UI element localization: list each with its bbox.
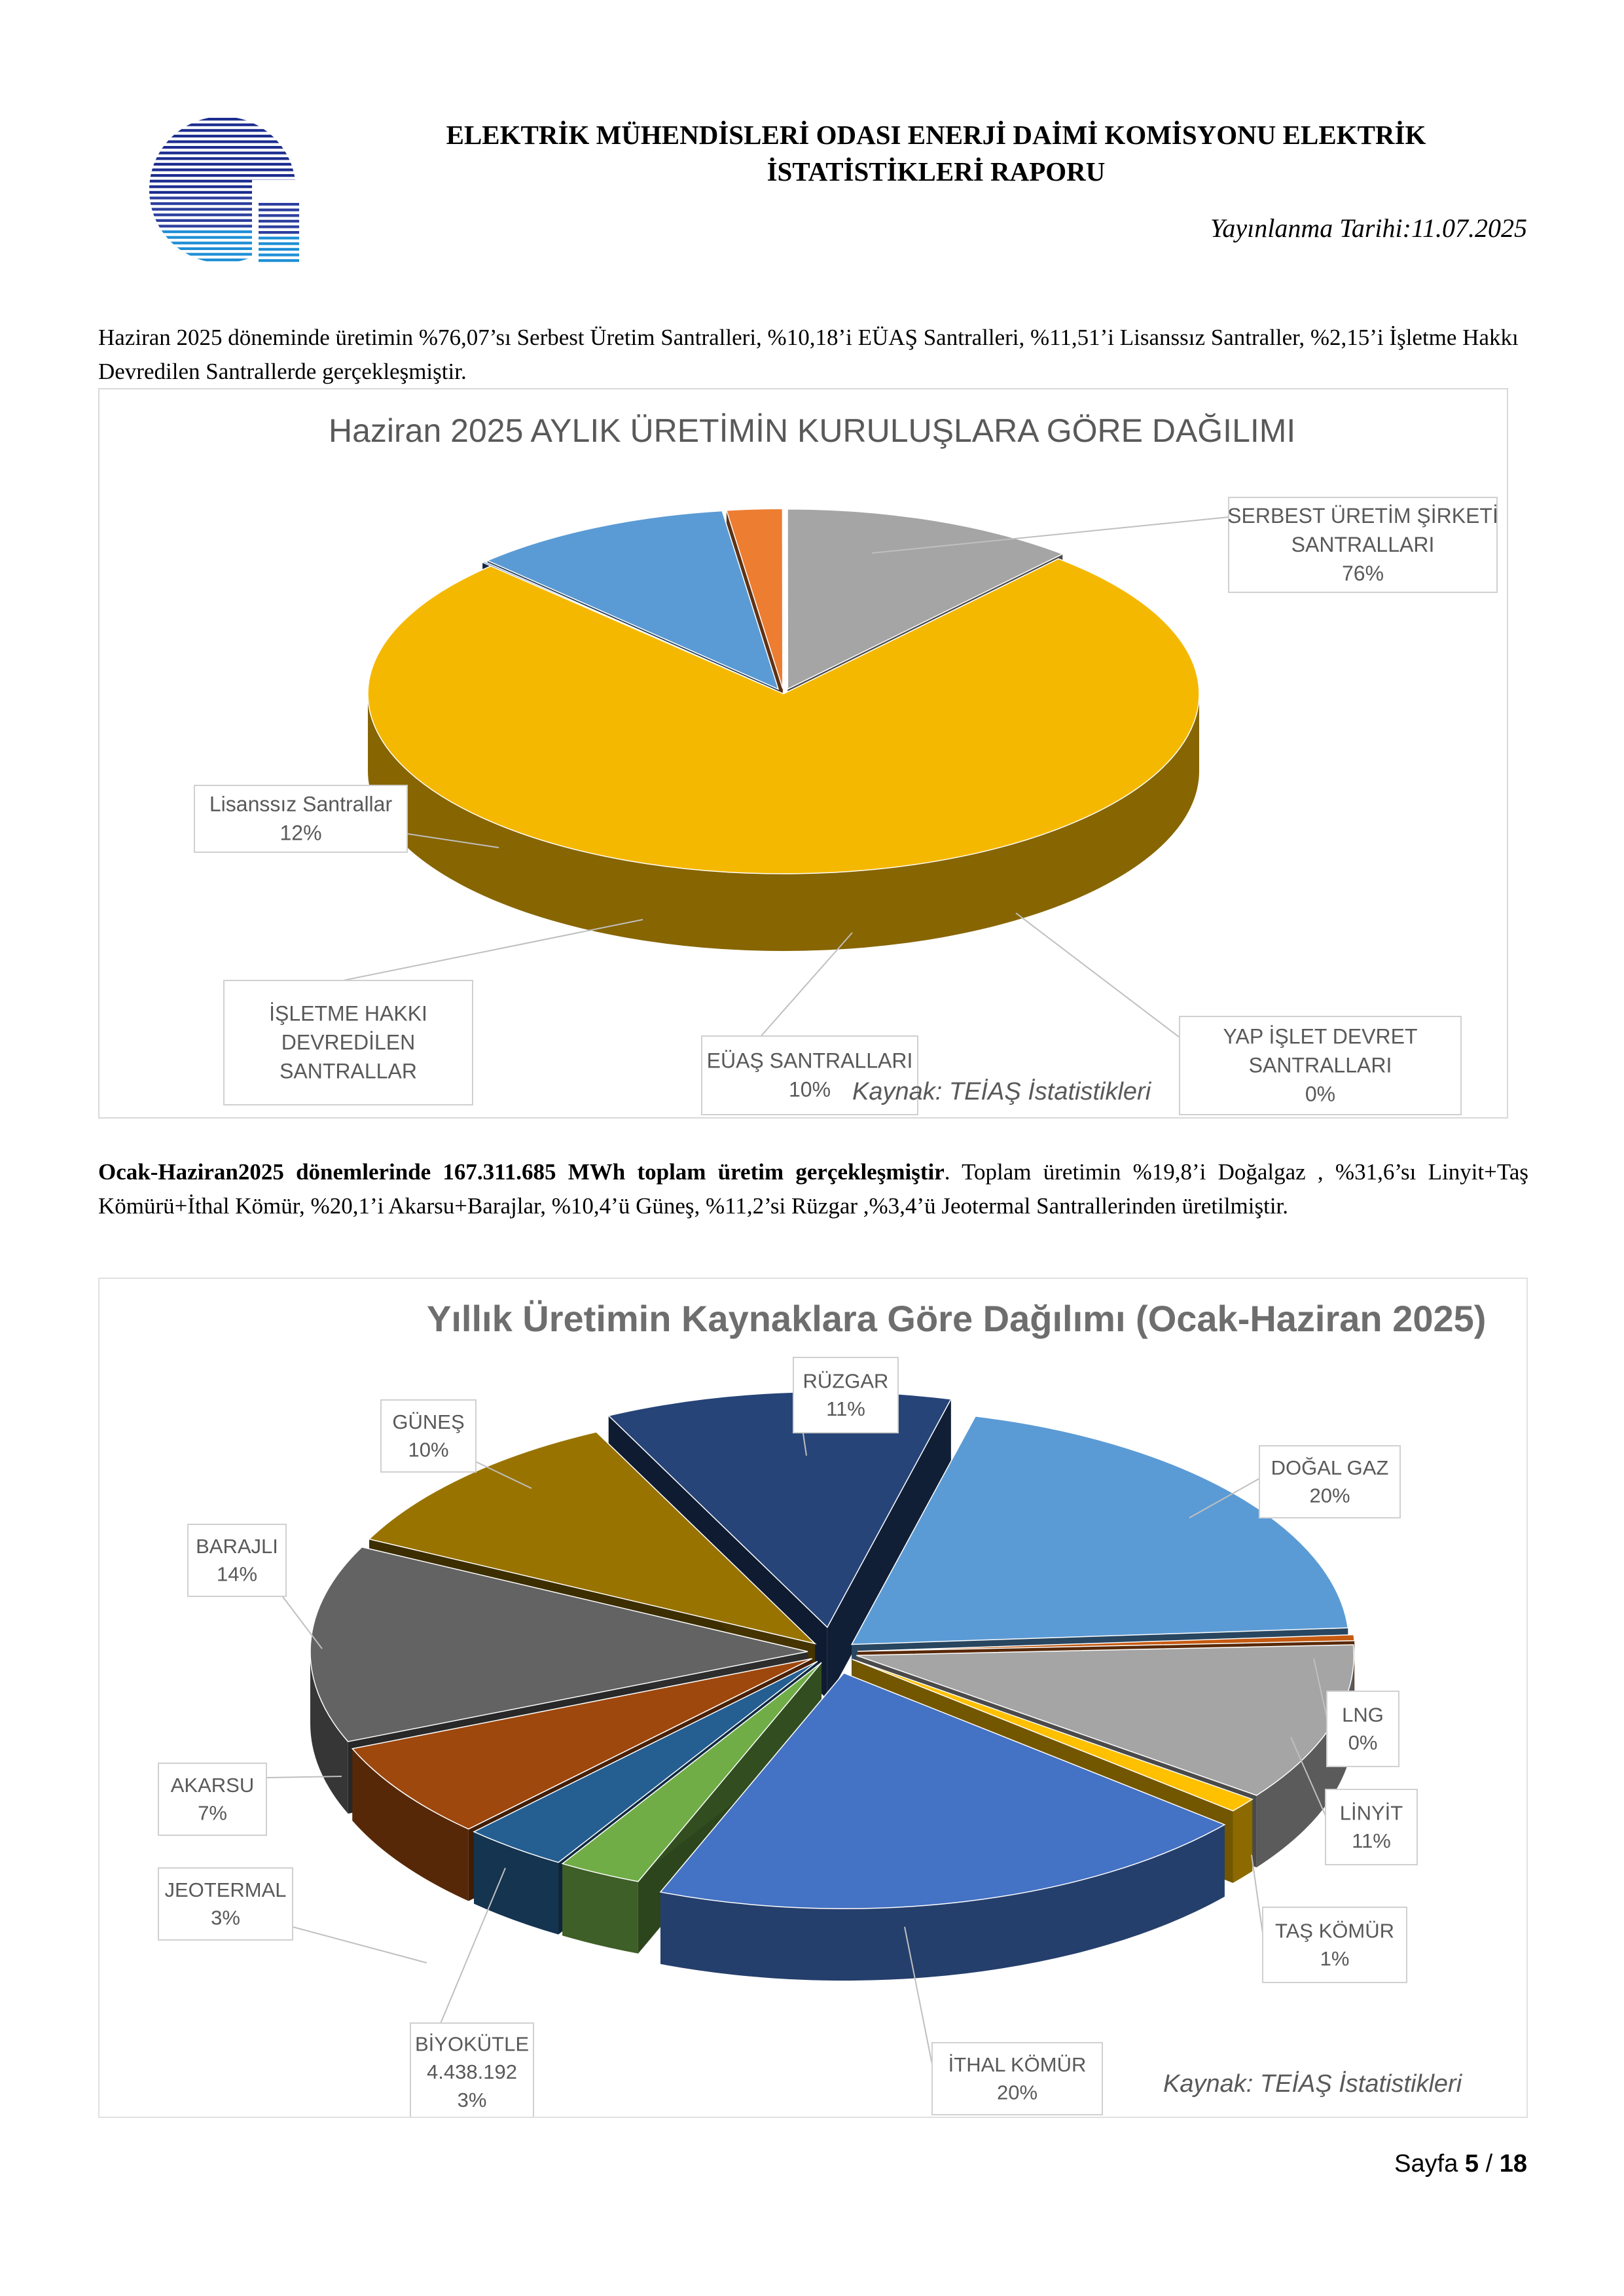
label-box: [793, 1357, 898, 1433]
logo-stripe: [259, 242, 299, 245]
label-text: Lisanssız Santrallar: [209, 792, 393, 816]
summary-text: . Toplam üretimin %19,8’i Doğalgaz , %31,6’sı Linyit+Taş Kömürü+İthal Kömür, %20,1’i Akarsu+Barajlar, %10,4’ü Güneş, %11,2’si Rüzgar ,%3,4’ü Jeotermal Santrallerinden üretilmiştir.: [98, 1159, 1528, 1219]
slice-label: [158, 1868, 427, 1963]
label-text: 10%: [788, 1077, 831, 1102]
label-text: 12%: [280, 821, 322, 845]
label-text: İŞLETME HAKKI: [269, 1001, 427, 1026]
logo-stripe: [259, 253, 299, 256]
chart-title: Yıllık Üretimin Kaynaklara Göre Dağılımı (Ocak-Haziran 2025): [427, 1298, 1487, 1339]
label-text: LNG: [1342, 1703, 1384, 1727]
label-text: 7%: [198, 1801, 227, 1825]
label-text: YAP İŞLET DEVRET: [1223, 1024, 1418, 1049]
logo-stripe: [144, 124, 314, 126]
label-text: BİYOKÜTLE: [415, 2032, 529, 2056]
leader-line: [1016, 913, 1180, 1037]
label-box: [1263, 1907, 1407, 1982]
logo-stripe: [144, 118, 314, 120]
logo-stripe: [144, 163, 314, 166]
logo-stripe: [259, 248, 299, 251]
logo-stripe: [144, 168, 314, 171]
logo-stripe: [259, 214, 299, 217]
intro-paragraph: Haziran 2025 döneminde üretimin %76,07’sı Serbest Üretim Santralleri, %10,18’i EÜAŞ Santralleri, %11,51’i Lisanssız Santraller, %2,15’i İşletme Hakkı Devredilen Santrallerde gerçekleşmiştir.: [98, 325, 1519, 384]
label-text: 3%: [211, 1906, 240, 1929]
publication-date: Yayınlanma Tarihi:11.07.2025: [1210, 213, 1527, 243]
logo-stripe: [144, 152, 314, 154]
label-text: 0%: [1348, 1731, 1378, 1755]
logo-stripe: [144, 174, 314, 177]
slice-label: [158, 1763, 342, 1835]
logo-stripe: [259, 237, 299, 240]
source-note: Kaynak: TEİAŞ İstatistikleri: [852, 1078, 1151, 1105]
logo-stripe: [259, 209, 299, 211]
summary-bold-text: Ocak-Haziran2025 dönemlerinde 167.311.685 MWh toplam üretim gerçekleşmiştir: [98, 1159, 945, 1185]
label-text: 76%: [1341, 562, 1384, 586]
logo-graphic: [118, 115, 327, 265]
slice-label: [1252, 1855, 1407, 1982]
page-number: 5: [1464, 2150, 1479, 2178]
label-text: BARAJLI: [196, 1534, 278, 1558]
label-text: SANTRALLARI: [1291, 533, 1435, 557]
report-title-line1: ELEKTRİK MÜHENDİSLERİ ODASI ENERJİ DAİMİ KOMİSYONU ELEKTRİK: [446, 120, 1426, 150]
label-box: [1327, 1691, 1399, 1767]
source-distribution-pie-svg: [99, 1279, 1526, 2117]
source-note: Kaynak: TEİAŞ İstatistikleri: [1163, 2070, 1462, 2098]
label-text: TAŞ KÖMÜR: [1275, 1919, 1394, 1943]
page-footer: [1394, 2150, 1527, 2178]
label-text: GÜNEŞ: [392, 1410, 465, 1433]
label-text: 10%: [408, 1438, 449, 1462]
monthly-production-chart: [98, 388, 1508, 1119]
logo-stripe: [144, 140, 314, 143]
logo-stripe: [144, 129, 314, 132]
logo-stripe: [259, 203, 299, 206]
slice-label: [224, 920, 643, 1105]
slice-label: [188, 1524, 322, 1649]
label-text: SERBEST ÜRETİM ŞİRKETİ: [1227, 503, 1498, 528]
monthly-production-pie-svg: [99, 389, 1507, 1117]
chart-title: Haziran 2025 AYLIK ÜRETİMİN KURULUŞLARA GÖRE DAĞILIMI: [329, 412, 1296, 449]
label-text: 3%: [457, 2089, 487, 2112]
label-text: 20%: [1309, 1484, 1350, 1507]
report-title-line2: İSTATİSTİKLERİ RAPORU: [767, 156, 1106, 187]
label-text: 14%: [216, 1562, 258, 1586]
summary-paragraph: [98, 1155, 1528, 1223]
label-box: [1326, 1789, 1417, 1865]
label-text: LİNYİT: [1339, 1801, 1403, 1825]
label-text: AKARSU: [170, 1773, 255, 1797]
label-text: DOĞAL GAZ: [1271, 1456, 1389, 1479]
report-title: [327, 117, 1545, 190]
label-text: JEOTERMAL: [164, 1878, 287, 1901]
label-text: 11%: [1352, 1829, 1391, 1853]
label-text: SANTRALLARI: [1248, 1053, 1392, 1077]
logo-stripe: [144, 157, 314, 160]
logo-stripe: [259, 220, 299, 223]
label-text: RÜZGAR: [803, 1369, 889, 1393]
label-text: EÜAŞ SANTRALLARI: [706, 1049, 913, 1073]
logo-stripe: [259, 231, 299, 234]
label-text: 0%: [1305, 1082, 1336, 1106]
label-text: İTHAL KÖMÜR: [948, 2053, 1087, 2076]
logo-stripe: [259, 225, 299, 228]
emo-logo: [118, 115, 327, 265]
logo-stripe: [144, 146, 314, 149]
logo-stripe: [144, 135, 314, 137]
total-pages: 18: [1499, 2150, 1527, 2178]
label-text: SANTRALLAR: [280, 1059, 417, 1083]
page-separator: /: [1479, 2150, 1500, 2178]
logo-stripe: [259, 259, 299, 262]
label-text: 11%: [826, 1397, 865, 1421]
label-text: 1%: [1320, 1947, 1350, 1971]
label-text: 4.438.192: [427, 2060, 517, 2084]
page-prefix: Sayfa: [1394, 2150, 1465, 2178]
label-text: 20%: [996, 2081, 1038, 2104]
source-distribution-chart: [98, 1278, 1528, 2118]
label-text: DEVREDİLEN: [281, 1030, 416, 1054]
pie-slice-rim: [1233, 1799, 1252, 1883]
